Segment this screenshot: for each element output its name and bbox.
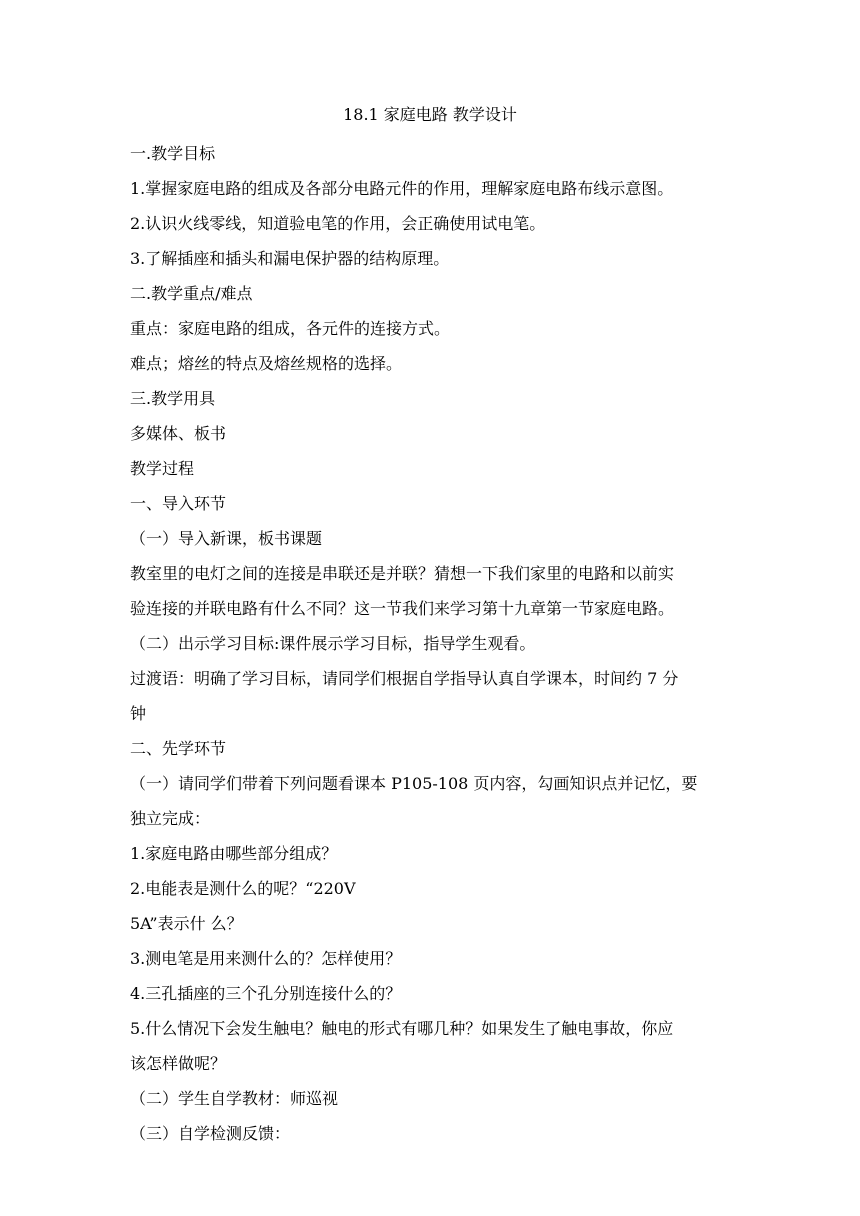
question-4: 4.三孔插座的三个孔分别连接什么的？ xyxy=(130,984,402,1003)
question-2-line-1: 2.电能表是测什么的呢？“220V xyxy=(130,879,356,898)
subsection-heading-self-study: 二、先学环节 xyxy=(130,739,227,758)
self-study-instruction-line-2: 独立完成： xyxy=(130,809,211,828)
self-study-instruction-line-1: （一）请同学们带着下列问题看课本 P105-108 页内容，勾画知识点并记忆，要 xyxy=(130,774,698,793)
transition-line-1: 过渡语：明确了学习目标，请同学们根据自学指导认真自学课本，时间约 7 分 xyxy=(130,669,679,688)
section-heading-tools: 三.教学用具 xyxy=(130,389,216,408)
question-2-line-2: 5A”表示什 么？ xyxy=(130,914,243,933)
subsection-heading-intro: 一、导入环节 xyxy=(130,494,227,513)
key-point: 重点：家庭电路的组成，各元件的连接方式。 xyxy=(130,319,451,338)
difficult-point: 难点；熔丝的特点及熔丝规格的选择。 xyxy=(130,354,403,373)
section-heading-objectives: 一.教学目标 xyxy=(130,144,216,163)
question-1: 1.家庭电路由哪些部分组成？ xyxy=(130,844,338,863)
intro-paragraph-line-2: 验连接的并联电路有什么不同？这一节我们来学习第十九章第一节家庭电路。 xyxy=(130,599,675,618)
transition-line-2: 钟 xyxy=(130,704,147,723)
tools-list: 多媒体、板书 xyxy=(130,424,227,443)
document-body xyxy=(130,136,740,1151)
section-heading-key-points: 二.教学重点/难点 xyxy=(130,284,253,303)
objective-3: 3.了解插座和插头和漏电保护器的结构原理。 xyxy=(130,249,450,268)
intro-step-2: （二）出示学习目标:课件展示学习目标，指导学生观看。 xyxy=(130,634,536,653)
intro-paragraph-line-1: 教室里的电灯之间的连接是串联还是并联？猜想一下我们家里的电路和以前实 xyxy=(130,564,675,583)
section-heading-process: 教学过程 xyxy=(130,459,195,478)
question-5-line-2: 该怎样做呢？ xyxy=(130,1054,227,1073)
question-3: 3.测电笔是用来测什么的？怎样使用？ xyxy=(130,949,402,968)
objective-1: 1.掌握家庭电路的组成及各部分电路元件的作用，理解家庭电路布线示意图。 xyxy=(130,179,674,198)
objective-2: 2.认识火线零线，知道验电笔的作用，会正确使用试电笔。 xyxy=(130,214,546,233)
document-title: 18.1 家庭电路 教学设计 xyxy=(343,105,517,124)
self-study-step-3: （三）自学检测反馈： xyxy=(130,1124,291,1143)
intro-step-1: （一）导入新课，板书课题 xyxy=(130,529,323,548)
self-study-step-2: （二）学生自学教材：师巡视 xyxy=(130,1089,339,1108)
question-5-line-1: 5.什么情况下会发生触电？触电的形式有哪几种？如果发生了触电事故，你应 xyxy=(130,1019,674,1038)
